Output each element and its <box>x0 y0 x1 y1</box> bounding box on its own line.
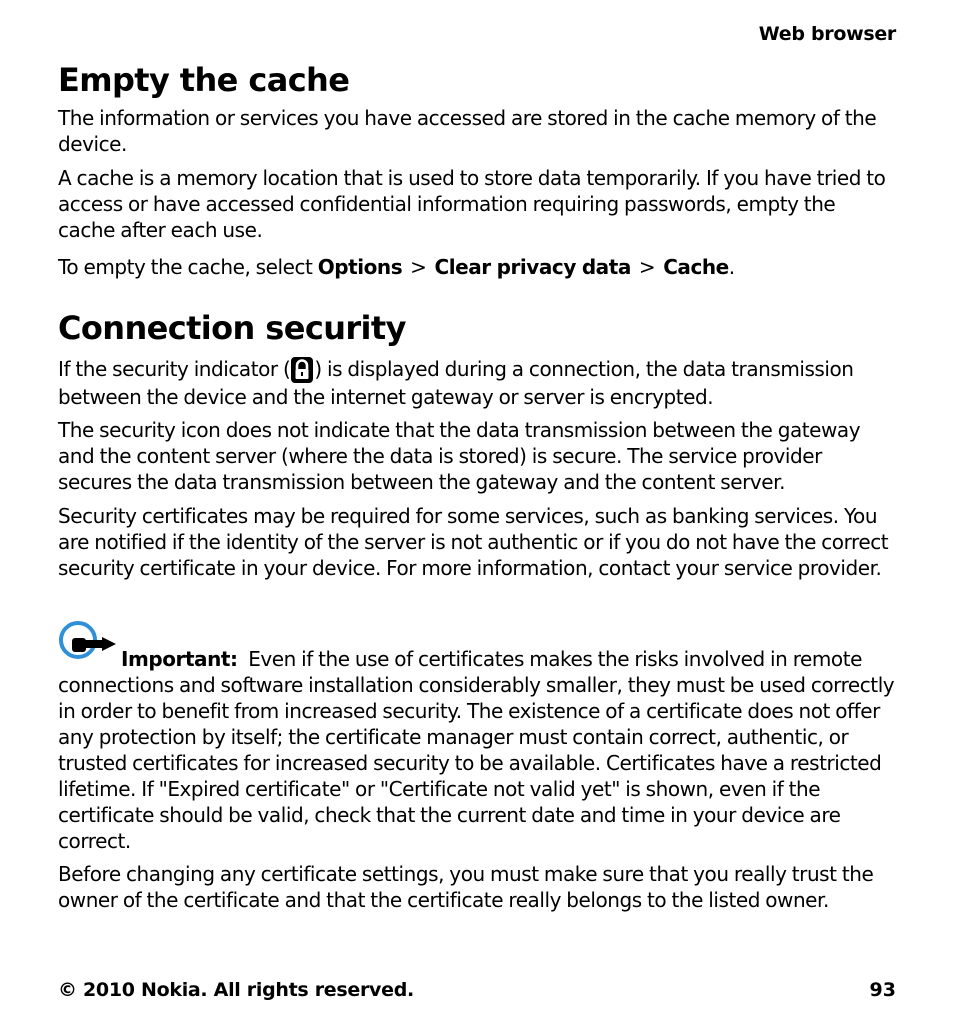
security-text-before-icon: If the security indicator ( <box>58 357 291 381</box>
security-paragraph-1 <box>58 355 896 411</box>
menu-path-options: Options <box>317 255 403 279</box>
menu-separator: > <box>638 255 656 279</box>
cache-instruction-prefix: To empty the cache, select <box>58 255 318 279</box>
important-text: Even if the use of certificates makes the risks involved in remote <box>248 647 862 671</box>
menu-separator: > <box>410 255 427 279</box>
important-first-line <box>121 646 896 672</box>
lock-icon <box>291 357 313 383</box>
cache-paragraph-3 <box>58 254 896 280</box>
footer-copyright: © 2010 Nokia. All rights reserved. <box>58 979 414 1001</box>
security-paragraph-3: Security certificates may be required for some services, such as banking services. You are notified if the identity of the server is not authentic or if you do not have the correct security certificate in your device. For more information, contact your service provider. <box>58 504 889 580</box>
security-paragraph-2: The security icon does not indicate that the data transmission between the gateway and the content server (where the data is stored) is secure. The service provider secures the data transmission between the gateway and the content server. <box>58 418 861 494</box>
cache-paragraph-2: A cache is a memory location that is used to store data temporarily. If you have tried to access or have accessed confidential information requiring passwords, empty the cache after each use. <box>58 166 886 242</box>
heading-empty-cache: Empty the cache <box>58 61 350 99</box>
security-text-after-icon: ) is displayed during a connection, the data transmission between the device and the internet gateway or server is encrypted. <box>58 357 854 409</box>
important-hand-icon <box>58 620 120 664</box>
security-paragraph-4: Before changing any certificate settings, you must make sure that you really trust the owner of the certificate and that the certificate really belongs to the listed owner. <box>58 862 874 912</box>
heading-connection-security: Connection security <box>58 309 406 347</box>
important-continued-text: connections and software installation considerably smaller, they must be used correctly in order to benefit from increased security. The existence of a certificate does not offer any protection by itself; the certificate manager must contain correct, authentic, or trusted certificates for increased security to be available. Certificates have a restricted lifetime. If "Expired certificate" or "Certificate not valid yet" is shown, even if the certificate should be valid, check that the current date and time in your device are correct. <box>58 673 895 853</box>
page-number: 93 <box>869 979 896 1001</box>
important-label: Important: <box>121 647 238 671</box>
running-head: Web browser <box>758 23 896 45</box>
cache-instruction-suffix: . <box>728 255 735 279</box>
cache-paragraph-1: The information or services you have accessed are stored in the cache memory of the device. <box>58 106 877 156</box>
menu-path-cache: Cache <box>663 255 729 279</box>
menu-path-clear-privacy-data: Clear privacy data <box>434 255 631 279</box>
